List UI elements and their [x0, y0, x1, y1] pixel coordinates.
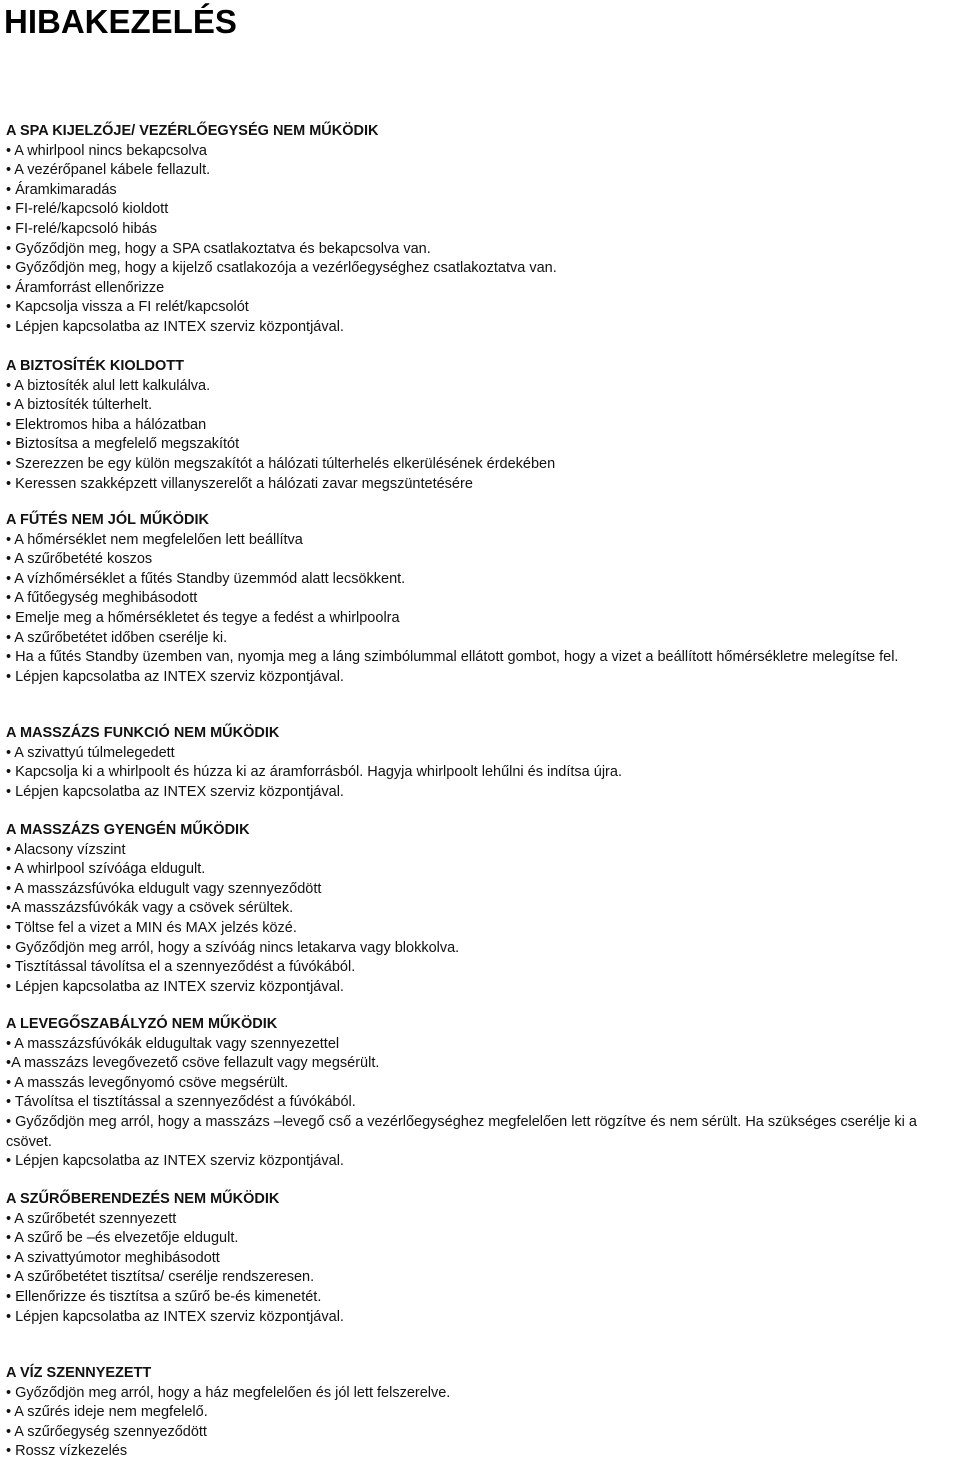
list-item: • Töltse fel a vizet a MIN és MAX jelzés közé.: [6, 919, 297, 936]
section-heading: A SPA KIJELZŐJE/ VEZÉRLŐEGYSÉG NEM MŰKÖDIK: [6, 123, 379, 139]
section-heading: A BIZTOSÍTÉK KIOLDOTT: [6, 358, 185, 374]
section-heading: A LEVEGŐSZABÁLYZÓ NEM MŰKÖDIK: [6, 1016, 278, 1032]
list-item: • Áramkimaradás: [6, 181, 117, 198]
list-item: • Rossz vízkezelés: [6, 1443, 128, 1460]
list-item: • A szűrőbetétet tisztítsa/ cserélje rendszeresen.: [6, 1269, 315, 1286]
list-item: • FI-relé/kapcsoló kioldott: [6, 201, 169, 218]
list-item: • Szerezzen be egy külön megszakítót a hálózati túlterhelés elkerülésének érdekében: [6, 455, 556, 472]
list-item: • A masszázsfúvóka eldugult vagy szennyeződött: [6, 880, 322, 897]
list-item: • A szűrőbetét szennyezett: [6, 1210, 177, 1227]
list-item: • A vezérőpanel kábele fellazult.: [6, 162, 211, 179]
list-item: • A szűrő be –és elvezetője eldugult.: [6, 1230, 239, 1247]
list-item: • Győződjön meg, hogy a SPA csatlakoztatva és bekapcsolva van.: [6, 240, 431, 257]
section-heading: A MASSZÁZS GYENGÉN MŰKÖDIK: [6, 822, 250, 838]
list-item: • A biztosíték túlterhelt.: [6, 397, 153, 414]
list-item: • A hőmérséklet nem megfelelően lett beállítva: [6, 531, 303, 548]
list-item: • Ha a fűtés Standby üzemben van, nyomja meg a láng szimbólummal ellátott gombot, hogy a vizet a beállított hőmérsékletre melegítse fel.: [6, 649, 899, 666]
section-fuse: [6, 357, 958, 494]
section-spa-display: [6, 122, 958, 338]
list-item: • Távolítsa el tisztítással a szennyeződést a fúvókából.: [6, 1094, 356, 1111]
list-item: • A whirlpool nincs bekapcsolva: [6, 142, 207, 159]
list-item: • A szivattyú túlmelegedett: [6, 744, 175, 761]
list-item: • Biztosítsa a megfelelő megszakítót: [6, 436, 240, 453]
list-item: • Lépjen kapcsolatba az INTEX szerviz központjával.: [6, 1153, 344, 1170]
list-item: • FI-relé/kapcsoló hibás: [6, 220, 157, 237]
page-title: HIBAKEZELÉS: [4, 3, 237, 40]
list-item: • Lépjen kapcsolatba az INTEX szerviz központjával.: [6, 668, 344, 685]
list-item: • Győződjön meg arról, hogy a ház megfelelően és jól lett felszerelve.: [6, 1384, 451, 1401]
list-item: • A szűrőbetétet időben cserélje ki.: [6, 629, 228, 646]
list-item: • A masszás levegőnyomó csöve megsérült.: [6, 1074, 289, 1091]
list-item: • Emelje meg a hőmérsékletet és tegye a fedést a whirlpoolra: [6, 609, 400, 626]
list-item: • Győződjön meg, hogy a kijelző csatlakozója a vezérlőegységhez csatlakoztatva van.: [6, 260, 557, 277]
list-item: • Lépjen kapcsolatba az INTEX szerviz központjával.: [6, 318, 344, 335]
list-item: • Keressen szakképzett villanyszerelőt a hálózati zavar megszüntetésére: [6, 475, 473, 492]
list-item: • A szűrőegység szennyeződött: [6, 1423, 207, 1440]
list-item: • A szűrés ideje nem megfelelő.: [6, 1404, 208, 1421]
section-heading: A MASSZÁZS FUNKCIÓ NEM MŰKÖDIK: [6, 725, 280, 741]
list-item: • A szűrőbetété koszos: [6, 551, 153, 568]
list-item: • A masszázsfúvókák eldugultak vagy szennyezettel: [6, 1035, 340, 1052]
list-item: •A masszázsfúvókák vagy a csövek sérültek.: [6, 900, 294, 917]
list-item: • Lépjen kapcsolatba az INTEX szerviz központjával.: [6, 1308, 344, 1325]
section-air-control: [6, 1015, 958, 1172]
list-item: • A biztosíték alul lett kalkulálva.: [6, 377, 211, 394]
list-item: • Kapcsolja ki a whirlpoolt és húzza ki az áramforrásból. Hagyja whirlpoolt lehűlni és indítsa újra.: [6, 764, 622, 781]
list-item: • Lépjen kapcsolatba az INTEX szerviz központjával.: [6, 978, 344, 995]
list-item: • Ellenőrizze és tisztítsa a szűrő be-és kimenetét.: [6, 1288, 322, 1305]
list-item: • A whirlpool szívóága eldugult.: [6, 861, 206, 878]
section-water-dirty: [6, 1364, 958, 1462]
section-heating: [6, 511, 958, 687]
list-item: • Áramforrást ellenőrizze: [6, 279, 165, 296]
section-heading: A VÍZ SZENNYEZETT: [6, 1365, 152, 1381]
list-item: • Alacsony vízszint: [6, 841, 126, 858]
list-item: • A vízhőmérséklet a fűtés Standby üzemmód alatt lecsökkent.: [6, 570, 406, 587]
section-massage-weak: [6, 821, 958, 997]
list-item: • Tisztítással távolítsa el a szennyeződést a fúvókából.: [6, 959, 356, 976]
list-item: • A szivattyúmotor meghibásodott: [6, 1249, 220, 1266]
section-massage-function: [6, 724, 958, 802]
list-item: • Győződjön meg arról, hogy a masszázs –levegő cső a vezérlőegységhez megfelelően lett rögzítve és nem sérült. Ha szükséges cserélje ki a csövet.: [6, 1113, 917, 1150]
list-item: • Elektromos hiba a hálózatban: [6, 416, 207, 433]
list-item: • Lépjen kapcsolatba az INTEX szerviz központjával.: [6, 783, 344, 800]
section-heading: A FŰTÉS NEM JÓL MŰKÖDIK: [6, 512, 210, 528]
list-item: • Győződjön meg arról, hogy a szívóág nincs letakarva vagy blokkolva.: [6, 939, 460, 956]
list-item: • Kapcsolja vissza a FI relét/kapcsolót: [6, 299, 249, 316]
section-filter: [6, 1190, 958, 1327]
section-heading: A SZŰRŐBERENDEZÉS NEM MŰKÖDIK: [6, 1191, 280, 1207]
list-item: • A fűtőegység meghibásodott: [6, 590, 198, 607]
list-item: •A masszázs levegővezető csöve fellazult vagy megsérült.: [6, 1055, 380, 1072]
